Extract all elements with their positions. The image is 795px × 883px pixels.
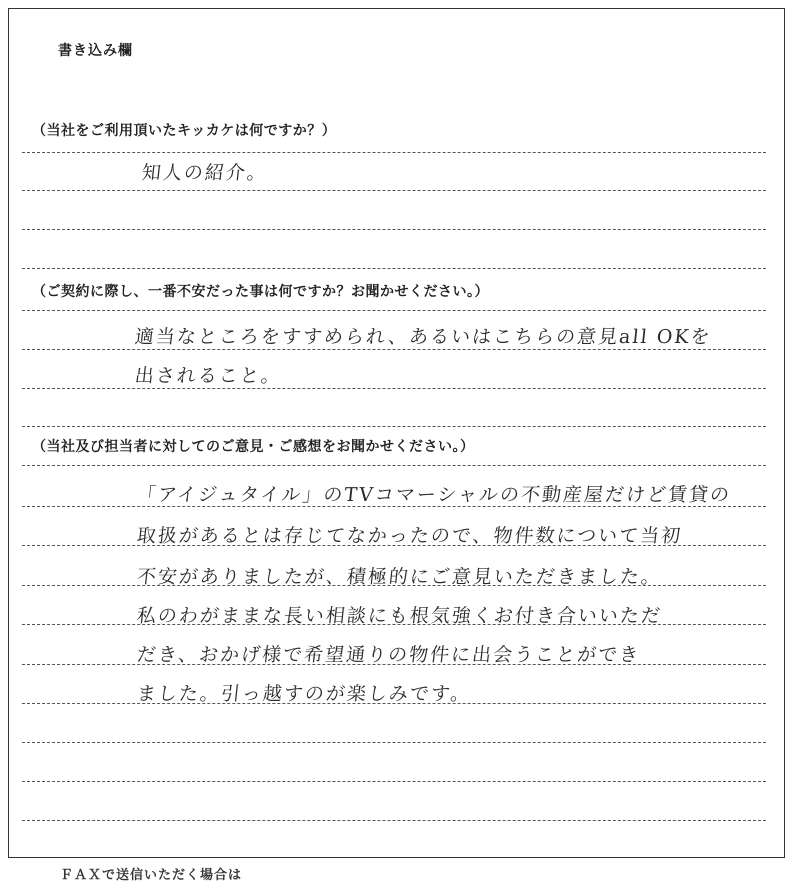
answer-3-line-4: 私のわがままな長い相談にも根気強くお付き合いいただ (135, 605, 664, 627)
answer-1-line-1: 知人の紹介。 (140, 162, 270, 184)
ruled-line (22, 190, 766, 191)
answer-3-line-5: だき、おかげ様で希望通りの物件に出会うことができ (135, 644, 642, 666)
answer-3-line-6: ました。引っ越すのが楽しみです。 (135, 683, 473, 705)
ruled-line (22, 585, 766, 586)
ruled-line (22, 152, 766, 153)
ruled-line (22, 268, 766, 269)
ruled-line (22, 310, 766, 311)
ruled-line (22, 664, 766, 665)
form-title: 書き込み欄 (58, 43, 133, 59)
ruled-line (22, 388, 766, 389)
ruled-line (22, 742, 766, 743)
answer-3-line-3: 不安がありましたが、積極的にご意見いただきました。 (135, 566, 664, 588)
question-2: （ご契約に際し、一番不安だった事は何ですか？お聞かせください。） (32, 284, 489, 300)
ruled-line (22, 781, 766, 782)
answer-2-line-1: 適当なところをすすめられ、あるいはこちらの意見all OKを (133, 326, 713, 348)
ruled-line (22, 624, 766, 625)
answer-3-line-2: 取扱があるとは存じてなかったので、物件数について当初 (135, 525, 684, 547)
answer-2-line-2: 出されること。 (133, 365, 284, 387)
ruled-line (22, 820, 766, 821)
ruled-line (22, 506, 766, 507)
ruled-line (22, 703, 766, 704)
ruled-line (22, 426, 766, 427)
ruled-line (22, 465, 766, 466)
footer-note: ＦＡＸで送信いただく場合は (60, 868, 243, 883)
ruled-line (22, 349, 766, 350)
question-3: （当社及び担当者に対してのご意見・ご感想をお聞かせください。） (32, 439, 475, 455)
answer-3-line-1: 「アイジュタイル」のTVコマーシャルの不動産屋だけど賃貸の (135, 484, 733, 506)
question-1: （当社をご利用頂いたキッカケは何ですか？） (32, 123, 337, 139)
ruled-line (22, 545, 766, 546)
ruled-line (22, 229, 766, 230)
